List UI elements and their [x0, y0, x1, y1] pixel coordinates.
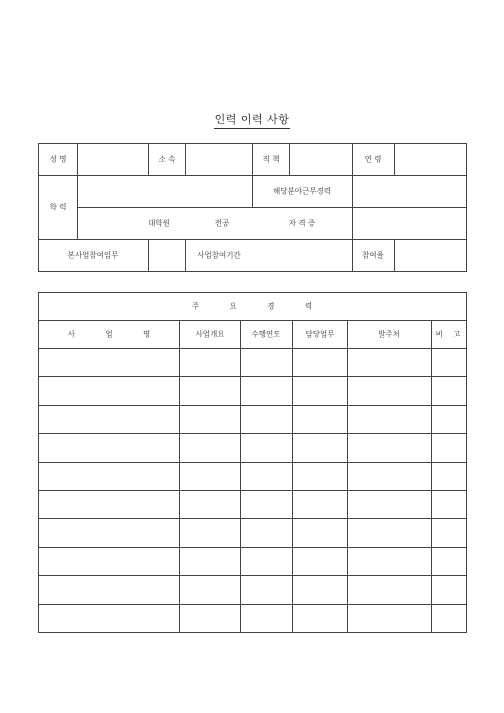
profile-row-divider	[38, 239, 467, 240]
page-title-text: 인력 이력 사항	[214, 111, 291, 129]
col-header-duty: 담당업무	[305, 329, 335, 339]
position-label: 직 책	[262, 154, 280, 164]
career-border-top	[38, 292, 467, 293]
profile-col-divider	[148, 239, 149, 271]
career-title-divider	[38, 320, 467, 321]
career-row-divider	[38, 462, 467, 463]
career-row-divider	[38, 518, 467, 519]
career-row-divider	[38, 547, 467, 548]
page-title	[0, 111, 504, 129]
name-label: 성 명	[49, 154, 67, 164]
career-border-right	[466, 292, 467, 633]
profile-border-bottom	[38, 271, 467, 272]
career-border-bottom	[38, 632, 467, 633]
profile-row-divider	[77, 207, 467, 208]
profile-col-divider	[185, 239, 186, 271]
graduate-school-label: 대학원	[148, 218, 170, 228]
profile-border-right	[466, 143, 467, 272]
career-row-divider	[38, 490, 467, 491]
col-header-project-name: 사 업 명	[67, 329, 165, 339]
project-duty-label: 본사업참여임무	[67, 250, 119, 260]
age-label: 연 령	[364, 154, 382, 164]
career-row-divider	[38, 433, 467, 434]
col-header-remarks: 비 고	[435, 329, 465, 339]
career-col-divider	[431, 320, 432, 633]
profile-col-divider	[77, 143, 78, 240]
career-col-divider	[179, 320, 180, 633]
col-header-project-overview: 사업개요	[195, 329, 225, 339]
col-header-year: 수행연도	[251, 329, 281, 339]
career-row-divider	[38, 575, 467, 576]
profile-border-left	[38, 143, 39, 272]
career-header-divider	[38, 348, 467, 349]
career-section-title: 주 요 경 력	[191, 301, 327, 311]
affiliation-label: 소 속	[158, 154, 176, 164]
career-border-left	[38, 292, 39, 633]
profile-col-divider	[289, 143, 290, 175]
participation-rate-label: 참여율	[362, 250, 384, 260]
profile-col-divider	[352, 143, 353, 271]
career-col-divider	[292, 320, 293, 633]
profile-col-divider	[185, 143, 186, 175]
profile-col-divider	[394, 239, 395, 271]
education-label: 학 력	[49, 202, 67, 212]
profile-col-divider	[148, 143, 149, 175]
profile-col-divider	[394, 143, 395, 175]
career-col-divider	[347, 320, 348, 633]
major-label: 전공	[214, 218, 230, 228]
participation-period-label: 사업참여기간	[197, 250, 241, 260]
career-col-divider	[240, 320, 241, 633]
career-row-divider	[38, 376, 467, 377]
career-row-divider	[38, 604, 467, 605]
profile-col-divider	[252, 143, 253, 207]
related-experience-label: 해당분야근무경력	[273, 186, 331, 196]
career-row-divider	[38, 405, 467, 406]
certificate-label: 자 격 증	[288, 218, 316, 228]
col-header-client: 발주처	[378, 329, 400, 339]
